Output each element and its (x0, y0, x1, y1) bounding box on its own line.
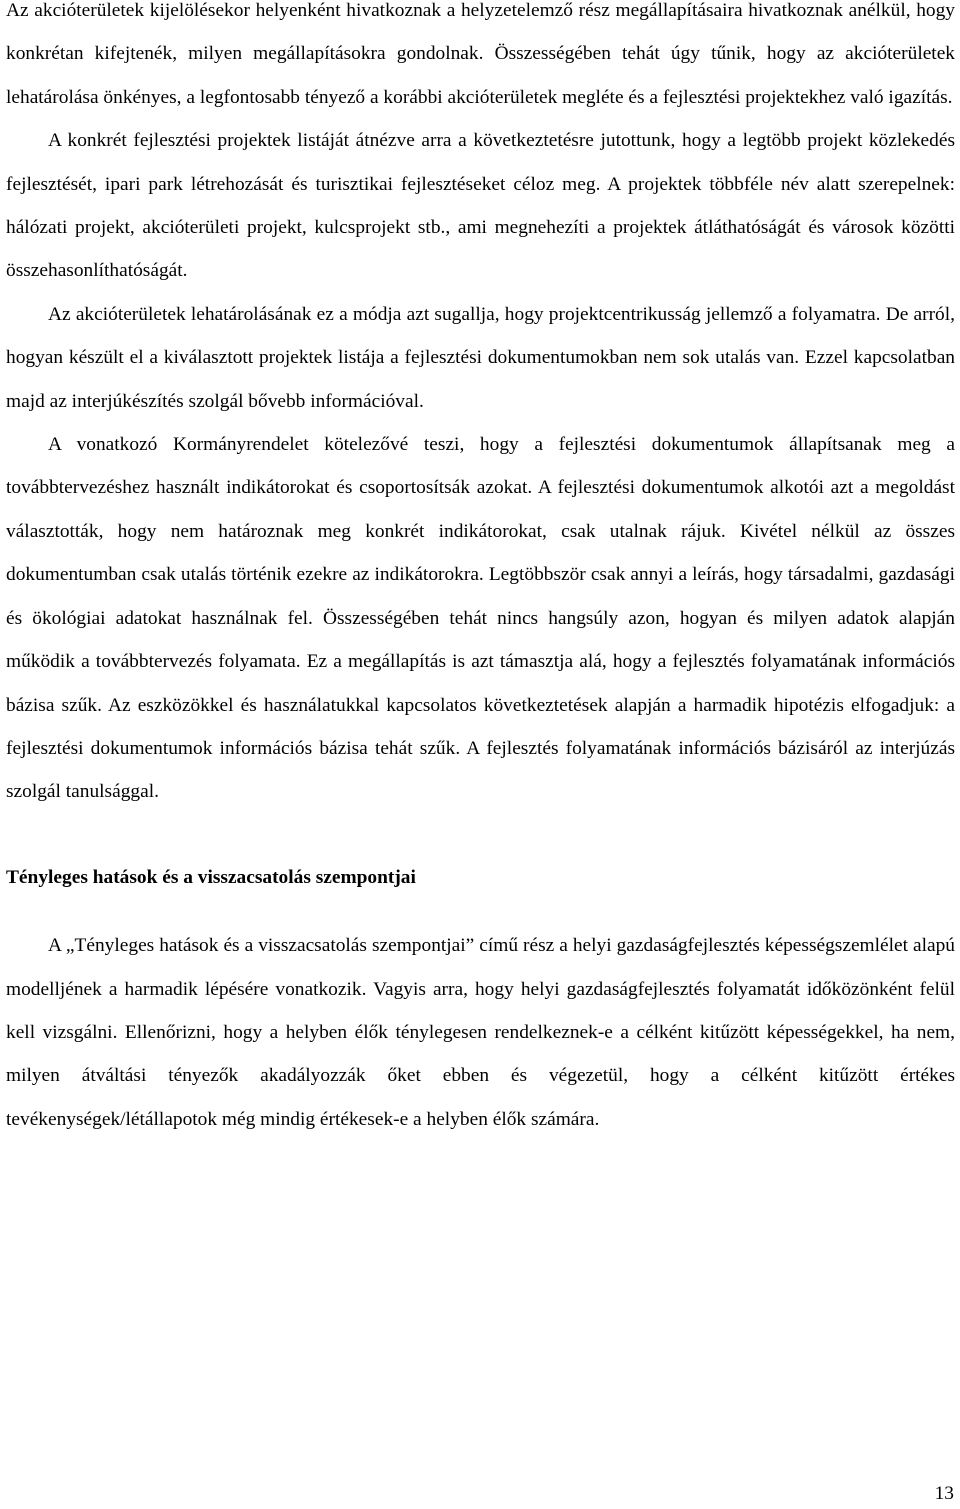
paragraph-4: A vonatkozó Kormányrendelet kötelezővé teszi, hogy a fejlesztési dokumentumok állapítsanak meg a továbbtervezéshez használt indikátorokat és csoportosítsák azokat. A fejlesztési dokumentumok alkotói azt a megoldást választották, hogy nem határoznak meg konkrét indikátorokat, csak utalnak rájuk. Kivétel nélkül az összes dokumentumban csak utalás történik ezekre az indikátorokra. Legtöbbször csak annyi a leírás, hogy társadalmi, gazdasági és ökológiai adatokat használnak fel. Összességében tehát nincs hangsúly azon, hogyan és milyen adatok alapján működik a továbbtervezés folyamata. Ez a megállapítás is azt támasztja alá, hogy a fejlesztés folyamatának információs bázisa szűk. Az eszközökkel és használatukkal kapcsolatos következtetések alapján a harmadik hipotézis elfogadjuk: a fejlesztési dokumentumok információs bázisa tehát szűk. A fejlesztés folyamatának információs bázisáról az interjúzás szolgál tanulsággal. (6, 434, 955, 803)
page-number: 13 (934, 1483, 954, 1504)
section-heading: Tényleges hatások és a visszacsatolás szempontjai (6, 866, 416, 888)
paragraph-2: A konkrét fejlesztési projektek listáját átnézve arra a következtetésre jutottunk, hogy a legtöbb projekt közlekedés fejlesztését, ipari park létrehozását és turisztikai fejlesztéseket céloz meg. A projektek többféle név alatt szerepelnek: hálózati projekt, akcióterületi projekt, kulcsprojekt stb., ami megnehezíti a projektek átláthatóságát és városok közötti összehasonlíthatóságát. (6, 130, 955, 282)
document-page (6, 0, 955, 1141)
paragraph-5: A „Tényleges hatások és a visszacsatolás szempontjai” című rész a helyi gazdaságfejlesztés képességszemlélet alapú modelljének a harmadik lépésére vonatkozik. Vagyis arra, hogy helyi gazdaságfejlesztés folyamatát időközönként felül kell vizsgálni. Ellenőrizni, hogy a helyben élők ténylegesen rendelkeznek-e a célként kitűzött képességekkel, ha nem, milyen átváltási tényezők akadályozzák őket ebben és végezetül, hogy a célként kitűzött értékes tevékenységek/létállapotok még mindig értékesek-e a helyben élők számára. (6, 935, 955, 1130)
paragraph-1: Az akcióterületek kijelölésekor helyenként hivatkoznak a helyzetelemző rész megállapításaira hivatkoznak anélkül, hogy konkrétan kifejtenék, milyen megállapításokra gondolnak. Összességében tehát úgy tűnik, hogy az akcióterületek lehatárolása önkényes, a legfontosabb tényező a korábbi akcióterületek megléte és a fejlesztési projektekhez való igazítás. (6, 0, 955, 108)
heading-spacer (6, 899, 955, 924)
section-spacer (6, 814, 955, 856)
paragraph-3: Az akcióterületek lehatárolásának ez a módja azt sugallja, hogy projektcentrikusság jellemző a folyamatra. De arról, hogyan készült el a kiválasztott projektek listája a fejlesztési dokumentumokban nem sok utalás van. Ezzel kapcsolatban majd az interjúkészítés szolgál bővebb információval. (6, 303, 955, 412)
